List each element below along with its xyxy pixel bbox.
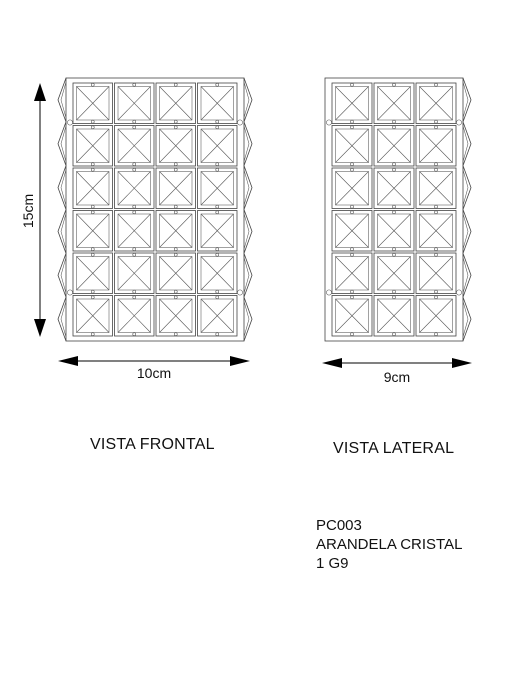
side-width-dimension (322, 358, 472, 385)
crystal-pin (351, 120, 354, 123)
crystal-pin (91, 126, 94, 129)
crystal-tile (115, 211, 155, 252)
crystal-pin (216, 248, 219, 251)
crystal-tile (332, 211, 372, 252)
crystal-pin (174, 296, 177, 299)
crystal-pin (435, 253, 438, 256)
crystal-tile (156, 126, 196, 167)
crystal-pin (351, 253, 354, 256)
crystal-tile (416, 211, 456, 252)
crystal-pin (216, 83, 219, 86)
crystal-pin (174, 168, 177, 171)
crystal-pin (435, 126, 438, 129)
crystal-pin (435, 333, 438, 336)
crystal-pin (216, 211, 219, 214)
crystal-edge-profile (463, 78, 471, 341)
crystal-pin (174, 126, 177, 129)
crystal-pin (435, 168, 438, 171)
front-width-arrow-right (230, 356, 250, 366)
crystal-pin (351, 296, 354, 299)
crystal-pin (393, 126, 396, 129)
mounting-screw (237, 120, 242, 125)
crystal-pin (351, 211, 354, 214)
side-width-arrow-left (322, 358, 342, 368)
crystal-pin (91, 163, 94, 166)
crystal-pin (393, 290, 396, 293)
crystal-pin (435, 205, 438, 208)
product-lamp: 1 G9 (316, 555, 349, 572)
crystal-pin (435, 248, 438, 251)
mounting-screw (326, 290, 331, 295)
crystal-tile (115, 83, 155, 124)
crystal-tile (332, 83, 372, 124)
crystal-tile (374, 126, 414, 167)
crystal-pin (216, 163, 219, 166)
crystal-pin (435, 120, 438, 123)
mounting-screw (456, 290, 461, 295)
side-view-caption: VISTA LATERAL (333, 440, 455, 457)
front-view-drawing (58, 78, 252, 341)
crystal-tile (73, 126, 113, 167)
crystal-pin (435, 163, 438, 166)
crystal-pin (393, 211, 396, 214)
side-width-arrow-right (452, 358, 472, 368)
crystal-tile (198, 296, 238, 337)
mounting-screw (67, 290, 72, 295)
crystal-pin (133, 205, 136, 208)
crystal-pin (133, 253, 136, 256)
crystal-pin (351, 126, 354, 129)
crystal-tile (198, 168, 238, 209)
crystal-pin (393, 333, 396, 336)
crystal-tile (332, 168, 372, 209)
crystal-pin (351, 168, 354, 171)
lamp-frame (66, 78, 244, 341)
crystal-tile (115, 253, 155, 294)
mounting-screw (326, 120, 331, 125)
mounting-screw (456, 120, 461, 125)
crystal-pin (91, 253, 94, 256)
crystal-pin (174, 333, 177, 336)
crystal-tile (156, 296, 196, 337)
crystal-pin (216, 290, 219, 293)
crystal-pin (393, 205, 396, 208)
crystal-tile (73, 253, 113, 294)
crystal-pin (351, 83, 354, 86)
crystal-pin (435, 290, 438, 293)
crystal-pin (91, 211, 94, 214)
crystal-pin (174, 205, 177, 208)
crystal-tile (416, 296, 456, 337)
front-view-caption: VISTA FRONTAL (90, 436, 215, 453)
crystal-tile (332, 296, 372, 337)
crystal-pin (91, 248, 94, 251)
crystal-pin (133, 333, 136, 336)
crystal-pin (435, 83, 438, 86)
front-width-label: 10cm (136, 365, 172, 381)
mounting-screw (67, 120, 72, 125)
crystal-pin (351, 248, 354, 251)
crystal-pin (174, 248, 177, 251)
crystal-tile (416, 126, 456, 167)
crystal-tile (416, 168, 456, 209)
crystal-tile (73, 168, 113, 209)
crystal-pin (133, 211, 136, 214)
crystal-tile (374, 83, 414, 124)
crystal-pin (174, 211, 177, 214)
height-dimension-label: 15cm (20, 193, 36, 229)
crystal-pin (216, 120, 219, 123)
crystal-pin (133, 163, 136, 166)
crystal-tile (374, 211, 414, 252)
crystal-tile (73, 83, 113, 124)
crystal-pin (216, 253, 219, 256)
front-width-dimension (58, 356, 250, 381)
crystal-pin (393, 248, 396, 251)
side-width-label: 9cm (383, 369, 411, 385)
crystal-tile (332, 253, 372, 294)
crystal-tile (156, 83, 196, 124)
crystal-pin (91, 120, 94, 123)
product-info (316, 516, 462, 573)
crystal-edge-profile (244, 78, 252, 341)
crystal-pin (174, 253, 177, 256)
crystal-edge-profile (58, 78, 66, 341)
crystal-pin (351, 333, 354, 336)
crystal-pin (351, 205, 354, 208)
crystal-tile (416, 253, 456, 294)
crystal-pin (133, 120, 136, 123)
crystal-pin (133, 290, 136, 293)
crystal-tile (332, 126, 372, 167)
crystal-pin (435, 211, 438, 214)
crystal-tile (115, 126, 155, 167)
crystal-tile (156, 253, 196, 294)
crystal-tile (374, 296, 414, 337)
crystal-pin (91, 290, 94, 293)
height-arrow-bottom (34, 319, 46, 337)
crystal-tile (374, 253, 414, 294)
front-width-arrow-left (58, 356, 78, 366)
lamp-frame (325, 78, 463, 341)
crystal-tile (198, 211, 238, 252)
crystal-pin (91, 83, 94, 86)
crystal-pin (393, 83, 396, 86)
crystal-pin (91, 205, 94, 208)
crystal-pin (133, 296, 136, 299)
crystal-pin (91, 296, 94, 299)
crystal-pin (133, 248, 136, 251)
crystal-tile (73, 296, 113, 337)
height-dimension (20, 83, 46, 337)
crystal-pin (351, 290, 354, 293)
product-name: ARANDELA CRISTAL (316, 536, 463, 553)
crystal-pin (216, 296, 219, 299)
crystal-pin (174, 83, 177, 86)
crystal-pin (91, 168, 94, 171)
crystal-pin (216, 126, 219, 129)
crystal-pin (133, 83, 136, 86)
crystal-tile (198, 83, 238, 124)
product-code: PC003 (316, 517, 362, 534)
crystal-pin (435, 296, 438, 299)
side-view-drawing (325, 78, 471, 341)
crystal-pin (393, 296, 396, 299)
crystal-tile (198, 126, 238, 167)
crystal-pin (133, 126, 136, 129)
crystal-pin (174, 290, 177, 293)
crystal-pin (393, 253, 396, 256)
crystal-tile (73, 211, 113, 252)
crystal-tile (115, 168, 155, 209)
crystal-pin (91, 333, 94, 336)
crystal-pin (174, 120, 177, 123)
crystal-pin (393, 168, 396, 171)
crystal-pin (393, 120, 396, 123)
crystal-pin (216, 333, 219, 336)
mounting-screw (237, 290, 242, 295)
crystal-tile (156, 211, 196, 252)
crystal-pin (351, 163, 354, 166)
crystal-pin (393, 163, 396, 166)
crystal-tile (156, 168, 196, 209)
crystal-tile (198, 253, 238, 294)
crystal-pin (216, 168, 219, 171)
crystal-tile (115, 296, 155, 337)
crystal-tile (416, 83, 456, 124)
height-arrow-top (34, 83, 46, 101)
crystal-pin (174, 163, 177, 166)
crystal-tile (374, 168, 414, 209)
crystal-pin (216, 205, 219, 208)
crystal-pin (133, 168, 136, 171)
